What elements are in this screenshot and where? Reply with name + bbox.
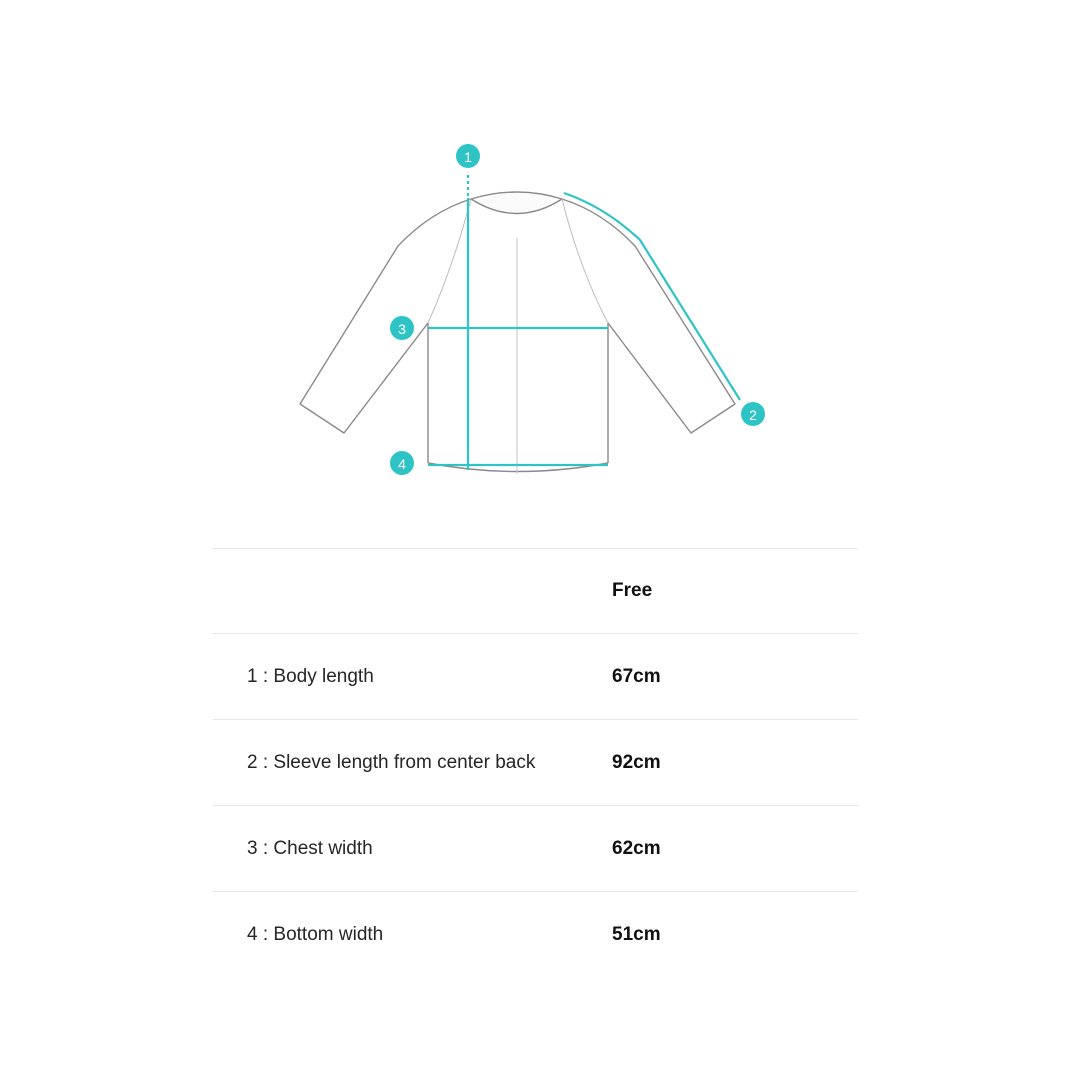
table-row [213, 892, 858, 978]
neckline [471, 192, 562, 214]
garment-measurement-diagram [0, 0, 1066, 520]
table-row [213, 806, 858, 892]
marker-1-label: 1 [464, 149, 472, 165]
marker-3-label: 3 [398, 321, 406, 337]
table-row [213, 634, 858, 720]
header-label-cell [213, 549, 577, 634]
marker-2-label: 2 [749, 407, 757, 423]
sweater-outline [300, 192, 735, 474]
row-label: 2 : Sleeve length from center back [213, 720, 577, 806]
marker-4-label: 4 [398, 456, 406, 472]
measurement-markers [390, 144, 765, 475]
table-header-row [213, 549, 858, 634]
row-value: 51cm [577, 892, 858, 978]
header-size-cell: Free [577, 549, 858, 634]
left-sleeve [300, 199, 471, 433]
row-label: 4 : Bottom width [213, 892, 577, 978]
marker-2 [741, 402, 765, 426]
size-chart-table [213, 548, 858, 977]
row-value: 92cm [577, 720, 858, 806]
right-sleeve [562, 199, 735, 433]
row-label: 3 : Chest width [213, 806, 577, 892]
marker-1 [456, 144, 480, 168]
left-raglan-seam [428, 199, 471, 323]
table-row [213, 720, 858, 806]
row-value: 67cm [577, 634, 858, 720]
marker-4 [390, 451, 414, 475]
measurement-lines [428, 175, 740, 470]
marker-3 [390, 316, 414, 340]
row-value: 62cm [577, 806, 858, 892]
row-label: 1 : Body length [213, 634, 577, 720]
